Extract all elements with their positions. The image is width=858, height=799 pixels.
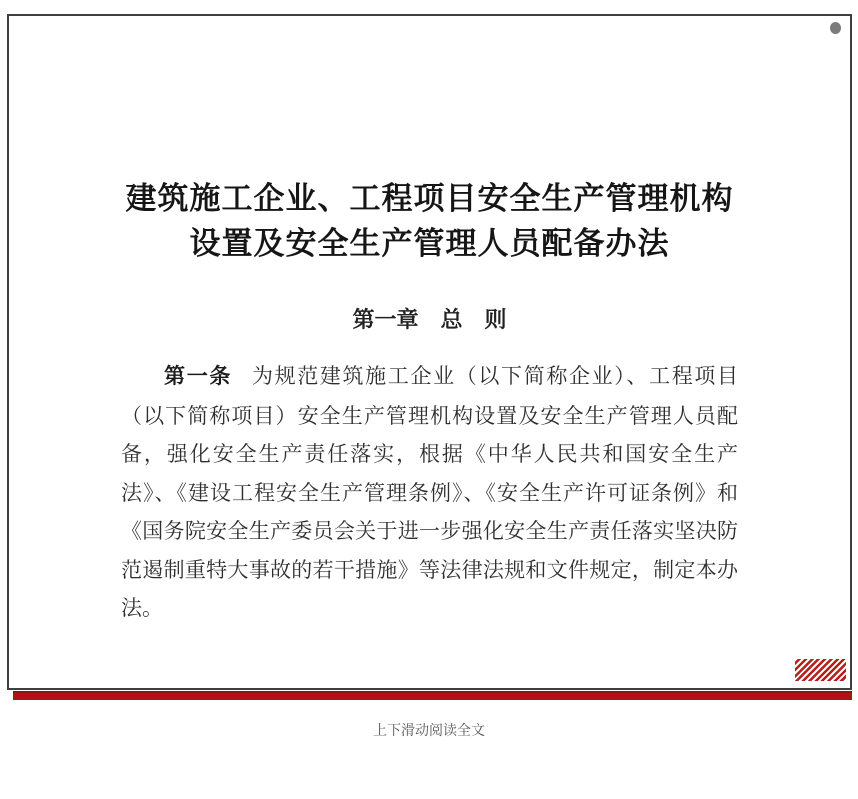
article-body-text: 为规范建筑施工企业（以下简称企业）、工程项目（以下简称项目）安全生产管理机构设置及安全生产管理人员配备，强化安全生产责任落实，根据《中华人民共和国安全生产法》、《建设工程安全生产管理条例》、《安全生产许可证条例》和《国务院安全生产委员会关于进一步强化安全生产责任落实坚决防范遏制重特大事故的若干措施》等法律法规和文件规定，制定本办法。 [121, 364, 739, 620]
red-divider-bar [13, 691, 852, 700]
scroll-hint-label: 上下滑动阅读全文 [373, 722, 485, 738]
document-page[interactable] [7, 14, 852, 690]
hatch-decoration [795, 659, 846, 681]
document-title-line-1: 建筑施工企业、工程项目安全生产管理机构 [125, 181, 734, 216]
article-paragraph [9, 357, 850, 628]
article-number: 第一条 [164, 365, 232, 388]
page-indicator-dot [830, 22, 841, 34]
document-title-line-2: 设置及安全生产管理人员配备办法 [189, 226, 670, 261]
chapter-heading: 第一章 总 则 [352, 307, 507, 332]
document-title [9, 176, 850, 266]
